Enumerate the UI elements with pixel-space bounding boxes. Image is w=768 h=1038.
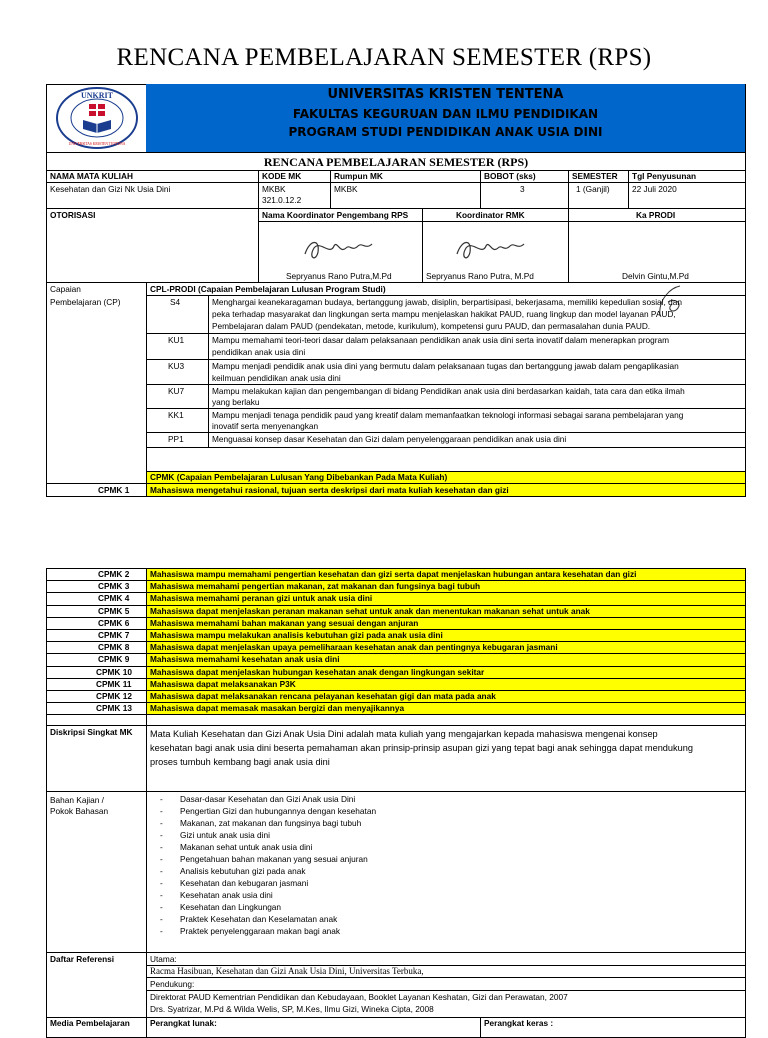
list-item: - Gizi untuk anak usia dini xyxy=(160,830,270,840)
cpl-text-s4-3: Pembelajaran dalam PAUD (pendekatan, metode, kurikulum), kompetensi guru PAUD, dan permasalahan dunia PAUD. xyxy=(212,321,651,331)
cpmk-code: CPMK 13 xyxy=(96,703,132,714)
list-item: - Praktek Kesehatan dan Keselamatan anak xyxy=(160,914,338,924)
otorisasi-label: OTORISASI xyxy=(50,210,96,220)
cpmk-text: Mahasiswa dapat melaksanakan P3K xyxy=(150,678,296,689)
header-kode-mk: KODE MK xyxy=(262,171,302,181)
course-bobot: 3 xyxy=(520,184,525,194)
cpmk-text: Mahasiswa dapat menjelaskan hubungan kesehatan anak dengan lingkungan sekitar xyxy=(150,666,485,677)
media-lunak: Perangkat lunak: xyxy=(150,1018,217,1028)
cpl-text-ku3-1: Mampu menjadi pendidik anak usia dini yang bermutu dalam pelaksanaan tugas dan bertanggung jawab dalam pengaplikasian xyxy=(212,361,679,371)
list-item: - Makanan, zat makanan dan fungsinya bagi tubuh xyxy=(160,818,362,828)
logo-text-top: UNKRIT xyxy=(80,91,114,100)
cpmk-code: CPMK 6 xyxy=(98,617,130,628)
header-bobot: BOBOT (sks) xyxy=(484,171,536,181)
list-item: - Kesehatan anak usia dini xyxy=(160,890,273,900)
media-keras: Perangkat keras : xyxy=(484,1018,554,1028)
cpmk-text: Mahasiswa memahami bahan makanan yang sesuai dengan anjuran xyxy=(150,617,419,628)
otorisasi-name-3: Delvin Gintu,M.Pd xyxy=(622,271,689,281)
cpl-code-ku1: KU1 xyxy=(168,335,185,345)
list-item: - Makanan sehat untuk anak usia dini xyxy=(160,842,313,852)
cpmk-text: Mahasiswa memahami kesehatan anak usia dini xyxy=(150,654,340,665)
referensi-utama-label: Utama: xyxy=(150,954,177,964)
otorisasi-name-2: Sepryanus Rano Putra, M.Pd xyxy=(426,271,534,281)
cpmk-code: CPMK 5 xyxy=(98,605,130,616)
cpmk-text: Mahasiswa mampu melakukan analisis kebutuhan gizi pada anak usia dini xyxy=(150,630,443,640)
cpl-code-pp1: PP1 xyxy=(168,434,184,444)
cpl-text-ku1-1: Mampu memahami teori-teori dasar dalam pelaksanaan pendidikan anak usia dini serta inovatif dalam menerapkan program xyxy=(212,335,670,345)
referensi-utama-text: Racma Hasibuan, Kesehatan dan Gizi Anak Usia Dini, Universitas Terbuka, xyxy=(150,966,424,976)
list-item: - Praktek penyelenggaraan makan bagi anak xyxy=(160,926,341,936)
cpmk-code: CPMK 12 xyxy=(96,691,132,701)
otorisasi-col3-header: Ka PRODI xyxy=(636,210,676,220)
list-item: - Analisis kebutuhan gizi pada anak xyxy=(160,866,306,876)
header-tgl: Tgl Penyusunan xyxy=(632,171,697,181)
cpmk-text: Mahasiswa memahami peranan gizi untuk anak usia dini xyxy=(150,593,373,604)
header-nama-mk: NAMA MATA KULIAH xyxy=(50,171,133,181)
cpmk-code: CPMK 7 xyxy=(98,630,130,640)
document-title: RENCANA PEMBELAJARAN SEMESTER (RPS) xyxy=(116,44,652,71)
cpmk-text: Mahasiswa dapat menjelaskan upaya pemeliharaan kesehatan anak dan pentingnya kebugaran jasmani xyxy=(150,642,558,653)
cpl-code-ku7: KU7 xyxy=(168,386,185,396)
cp-label-2: Pembelajaran (CP) xyxy=(50,297,121,307)
cpmk1-code: CPMK 1 xyxy=(98,485,130,495)
deskripsi-line-3: proses tumbuh kembang bagi anak usia dini xyxy=(150,757,330,767)
rps-table-title: RENCANA PEMBELAJARAN SEMESTER (RPS) xyxy=(263,155,529,169)
cpmk-text: Mahasiswa memahami pengertian makanan, zat makanan dan fungsinya bagi tubuh xyxy=(150,581,481,592)
course-name: Kesehatan dan Gizi Nk Usia Dini xyxy=(50,184,171,194)
list-item: - Kesehatan dan kebugaran jasmani xyxy=(160,878,309,888)
cp-label-1: Capaian xyxy=(50,284,81,294)
university-name: UNIVERSITAS KRISTEN TENTENA xyxy=(327,87,564,102)
logo-text-bottom: UNIVERSITAS KRISTEN TENTENA xyxy=(68,142,126,146)
program-name: PROGRAM STUDI PENDIDIKAN ANAK USIA DINI xyxy=(288,125,603,139)
cpl-prodi-header: CPL-PRODI (Capaian Pembelajaran Lulusan Program Studi) xyxy=(150,284,386,294)
cpmk-code: CPMK 3 xyxy=(98,581,130,592)
cpl-code-ku3: KU3 xyxy=(168,361,185,371)
faculty-name: FAKULTAS KEGURUAN DAN ILMU PENDIDIKAN xyxy=(292,107,599,121)
cpmk-text: Mahasiswa dapat melaksanakan rencana pelayanan kesehatan gigi dan mata pada anak xyxy=(150,691,496,701)
course-code-1: MKBK xyxy=(262,184,286,194)
list-item: - Kesehatan dan Lingkungan xyxy=(160,902,282,912)
deskripsi-line-2: kesehatan bagi anak usia dini beserta pemahaman akan prinsip-prinsip asupan gizi yang tepat bagi anak sehingga dapat mendukung xyxy=(150,743,693,753)
cpmk-text: Mahasiswa mampu memahami pengertian kesehatan dan gizi serta dapat menjelaskan hubungan antara kesehatan dan gizi xyxy=(150,569,637,579)
bahan-kajian-list xyxy=(160,793,376,937)
cpl-text-s4-2: peka terhadap masyarakat dan lingkungan serta mampu menjelaskan hakikat PAUD, ruang lingkup dan model layanan PAUD, xyxy=(212,309,676,319)
otorisasi-col1-header: Nama Koordinator Pengembang RPS xyxy=(262,210,409,220)
header-semester: SEMESTER xyxy=(572,171,618,181)
cpl-code-kk1: KK1 xyxy=(168,410,184,420)
cpmk-code: CPMK 4 xyxy=(98,593,130,604)
deskripsi-line-1: Mata Kuliah Kesehatan dan Gizi Anak Usia Dini adalah mata kuliah yang mengajarkan kepada mahasiswa mengenai konsep xyxy=(150,729,658,739)
cpl-code-s4: S4 xyxy=(170,297,181,307)
otorisasi-col2-header: Koordinator RMK xyxy=(456,210,525,220)
cpl-text-ku3-2: keilmuan pendidikan anak usia dini xyxy=(212,373,341,383)
referensi-pendukung-label: Pendukung: xyxy=(150,979,195,989)
bahan-label-2: Pokok Bahasan xyxy=(50,806,109,816)
list-item: - Pengertian Gizi dan hubungannya dengan kesehatan xyxy=(160,806,377,816)
cpmk-code: CPMK 11 xyxy=(96,678,132,689)
list-item: - Dasar-dasar Kesehatan dan Gizi Anak usia Dini xyxy=(160,794,356,804)
university-logo xyxy=(53,86,141,150)
cpl-text-s4-1: Menghargai keanekaragaman budaya, bertanggung jawab, disiplin, berpartisipasi, bekerjasama, memiliki kepedulian sosial, dan xyxy=(212,297,682,307)
cpl-text-ku1-2: pendidikan anak usia dini xyxy=(212,347,306,357)
cpmk1-text: Mahasiswa mengetahui rasional, tujuan serta deskripsi dari mata kuliah kesehatan dan gizi xyxy=(150,485,509,495)
course-code-2: 321.0.12.2 xyxy=(262,195,302,205)
cpmk-code: CPMK 2 xyxy=(98,569,130,579)
signature-1 xyxy=(300,234,380,269)
deskripsi-label: Diskripsi Singkat MK xyxy=(50,727,133,737)
header-rumpun-mk: Rumpun MK xyxy=(334,171,383,181)
list-item: - Pengetahuan bahan makanan yang sesuai anjuran xyxy=(160,854,368,864)
cpl-text-ku7-2: yang berlaku xyxy=(212,397,260,407)
cpmk-code: CPMK 9 xyxy=(98,654,130,665)
cpmk-text: Mahasiswa dapat memasak masakan bergizi dan menyajikannya xyxy=(150,703,405,714)
cpmk-text: Mahasiswa dapat menjelaskan peranan makanan sehat untuk anak dan menentukan makanan sehat untuk anak xyxy=(150,605,590,616)
referensi-pendukung-1: Direktorat PAUD Kementrian Pendidikan dan Kebudayaan, Booklet Layanan Keshatan, Gizi dan Perawatan, 2007 xyxy=(150,992,568,1002)
course-semester: 1 (Ganjil) xyxy=(576,184,610,194)
cpmk-header: CPMK (Capaian Pembelajaran Lulusan Yang Dibebankan Pada Mata Kuliah) xyxy=(150,472,448,482)
course-date: 22 Juli 2020 xyxy=(632,184,677,194)
cpl-text-kk1-1: Mampu menjadi tenaga pendidik paud yang kreatif dalam memanfaatkan teknologi informasi sebagai sarana pembelajaran yang xyxy=(212,410,684,420)
cpmk-code: CPMK 10 xyxy=(96,666,132,677)
media-label: Media Pembelajaran xyxy=(50,1018,130,1028)
otorisasi-name-1: Sepryanus Rano Putra,M.Pd xyxy=(286,271,392,281)
cpl-text-pp1-1: Menguasai konsep dasar Kesehatan dan Gizi dalam penyelenggaraan pendidikan anak usia dini xyxy=(212,434,567,444)
cpmk-code: CPMK 8 xyxy=(98,642,130,653)
cpl-text-ku7-1: Mampu melakukan kajian dan pengembangan di bidang Pendidikan anak usia dini berdasarkan kaidah, tata cara dan etika ilmah xyxy=(212,386,685,396)
bahan-label-1: Bahan Kajian / xyxy=(50,795,104,805)
referensi-label: Daftar Referensi xyxy=(50,954,115,964)
cpl-text-kk1-2: inovatif serta menyenangkan xyxy=(212,421,319,431)
course-rumpun: MKBK xyxy=(334,184,358,194)
referensi-pendukung-2: Drs. Syatrizar, M.Pd & Wilda Welis, SP, M.Kes, Ilmu Gizi, Wineka Cipta, 2008 xyxy=(150,1004,434,1014)
signature-2 xyxy=(452,234,532,269)
